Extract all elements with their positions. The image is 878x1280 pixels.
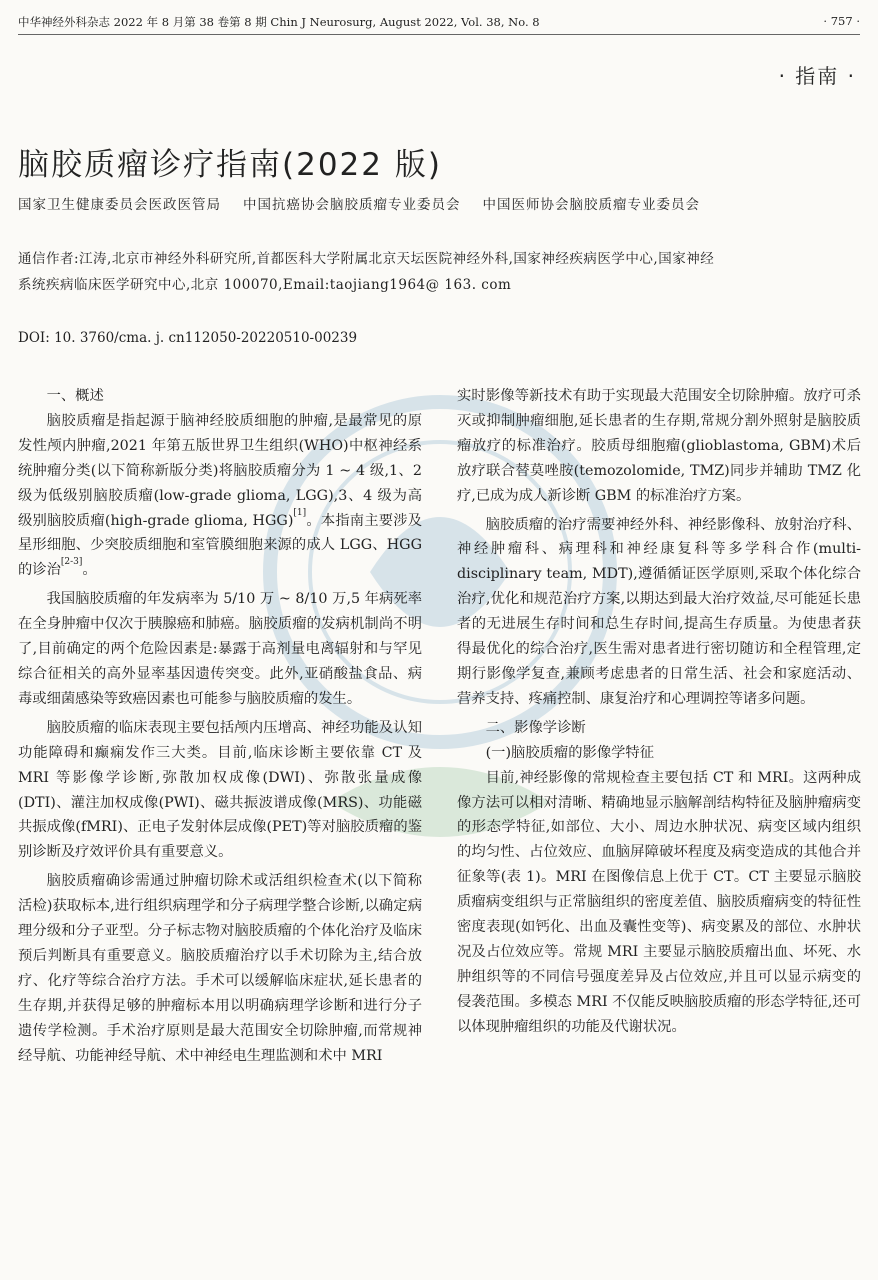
right-column <box>457 384 861 1044</box>
section-tag: · 指南 · <box>778 64 856 88</box>
left-column <box>18 384 422 1072</box>
running-header <box>18 10 860 35</box>
page-number: · 757 · <box>823 14 860 28</box>
article-title: 脑胶质瘤诊疗指南(2022 版) <box>18 146 442 183</box>
author-list <box>18 193 738 217</box>
author-org: 中国抗癌协会脑胶质瘤专业委员会 <box>243 197 461 213</box>
citation: [1] <box>293 507 307 518</box>
author-org: 中国医师协会脑胶质瘤专业委员会 <box>482 197 700 213</box>
author-org: 国家卫生健康委员会医政医管局 <box>18 197 221 213</box>
doi: DOI: 10. 3760/cma. j. cn112050-20220510-00239 <box>18 330 358 346</box>
paragraph: 脑胶质瘤确诊需通过肿瘤切除术或活组织检查术(以下简称活检)获取标本,进行组织病理学和分子病理学整合诊断,以确定病理分级和分子亚型。分子标志物对脑胶质瘤的个体化治疗及临床预后判断具有重要意义。脑胶质瘤治疗以手术切除为主,结合放疗、化疗等综合治疗方法。手术可以缓解临床症状,延长患者的生存期,并获得足够的肿瘤标本用以明确病理学诊断和进行分子遗传学检测。手术治疗原则是最大范围安全切除肿瘤,而常规神经导航、功能神经导航、术中神经电生理监测和术中 MRI <box>18 873 422 1064</box>
paragraph: 我国脑胶质瘤的年发病率为 5/10 万 ~ 8/10 万,5 年病死率在全身肿瘤中仅次于胰腺癌和肺癌。脑胶质瘤的发病机制尚不明了,目前确定的两个危险因素是:暴露于高剂量电离辐射和与罕见综合征相关的高外显率基因遗传突变。此外,亚硝酸盐食品、病毒或细菌感染等致癌因素也可能参与脑胶质瘤的发生。 <box>18 591 422 707</box>
journal-citation: 中华神经外科杂志 2022 年 8 月第 38 卷第 8 期 Chin J Neurosurg, August 2022, Vol. 38, No. 8 <box>18 15 540 29</box>
paragraph: 脑胶质瘤的治疗需要神经外科、神经影像科、放射治疗科、神经肿瘤科、病理科和神经康复科等多学科合作(multi-disciplinary team, MDT),遵循循证医学原则,采取个体化综合治疗,优化和规范治疗方案,以期达到最大治疗效益,尽可能延长患者的无进展生存时间和总生存时间,提高生存质量。为使患者获得最优化的综合治疗,医生需对患者进行密切随访和全程管理,定期行影像学复查,兼顾考虑患者的日常生活、社会和家庭活动、营养支持、疼痛控制、康复治疗和心理调控等诸多问题。 <box>457 516 861 707</box>
subsection-heading: (一)脑胶质瘤的影像学特征 <box>485 744 655 761</box>
section-heading: 二、影像学诊断 <box>485 719 586 736</box>
citation: [2-3] <box>60 557 83 568</box>
section-heading: 一、概述 <box>46 388 104 404</box>
paragraph: 脑胶质瘤是指起源于脑神经胶质细胞的肿瘤,是最常见的原发性颅内肿瘤,2021 年第五版世界卫生组织(WHO)中枢神经系统肿瘤分类(以下简称新版分类)将脑胶质瘤分为 1 ~ 4 级,1、2 级为低级别脑胶质瘤(low-grade glioma, LGG),3、4 级为高级别脑胶质瘤(high-grade glioma, HGG)[1]。本指南主要涉及星形细胞、少突胶质细胞和室管膜细胞来源的成人 LGG、HGG 的诊治[2-3]。 <box>18 412 422 579</box>
paragraph-continued: 实时影像等新技术有助于实现最大范围安全切除肿瘤。放疗可杀灭或抑制肿瘤细胞,延长患者的生存期,常规分割外照射是脑胶质瘤放疗的标准治疗。胶质母细胞瘤(glioblastoma, GBM)术后放疗联合替莫唑胺(temozolomide, TMZ)同步并辅助 TMZ 化疗,已成为成人新诊断 GBM 的标准治疗方案。 <box>457 388 861 504</box>
paragraph: 脑胶质瘤的临床表现主要包括颅内压增高、神经功能及认知功能障碍和癫痫发作三大类。目前,临床诊断主要依靠 CT 及 MRI 等影像学诊断,弥散加权成像(DWI)、弥散张量成像(DTI)、灌注加权成像(PWI)、磁共振波谱成像(MRS)、功能磁共振成像(fMRI)、正电子发射体层成像(PET)等对脑胶质瘤的鉴别诊断及疗效评价具有重要意义。 <box>18 719 422 861</box>
paragraph: 目前,神经影像的常规检查主要包括 CT 和 MRI。这两种成像方法可以相对清晰、精确地显示脑解剖结构特征及脑肿瘤病变的形态学特征,如部位、大小、周边水肿状况、病变区域内组织的均匀性、占位效应、血脑屏障破坏程度及病变造成的其他合并征象等(表 1)。MRI 在图像信息上优于 CT。CT 主要显示脑胶质瘤病变组织与正常脑组织的密度差值、脑胶质瘤病变的特征性密度表现(如钙化、出血及囊性变等)、病变累及的部位、水肿状况及占位效应等。常规 MRI 主要显示脑胶质瘤出血、坏死、水肿组织等的不同信号强度差异及占位效应,并且可以显示病变的侵袭范围。多模态 MRI 不仅能反映脑胶质瘤的形态学特征,还可以体现肿瘤组织的功能及代谢状况。 <box>457 769 861 1035</box>
correspondence: 通信作者:江涛,北京市神经外科研究所,首都医科大学附属北京天坛医院神经外科,国家神经疾病医学中心,国家神经系统疾病临床医学研究中心,北京 100070,Email:taojiang1964@ 163. com <box>18 251 715 293</box>
